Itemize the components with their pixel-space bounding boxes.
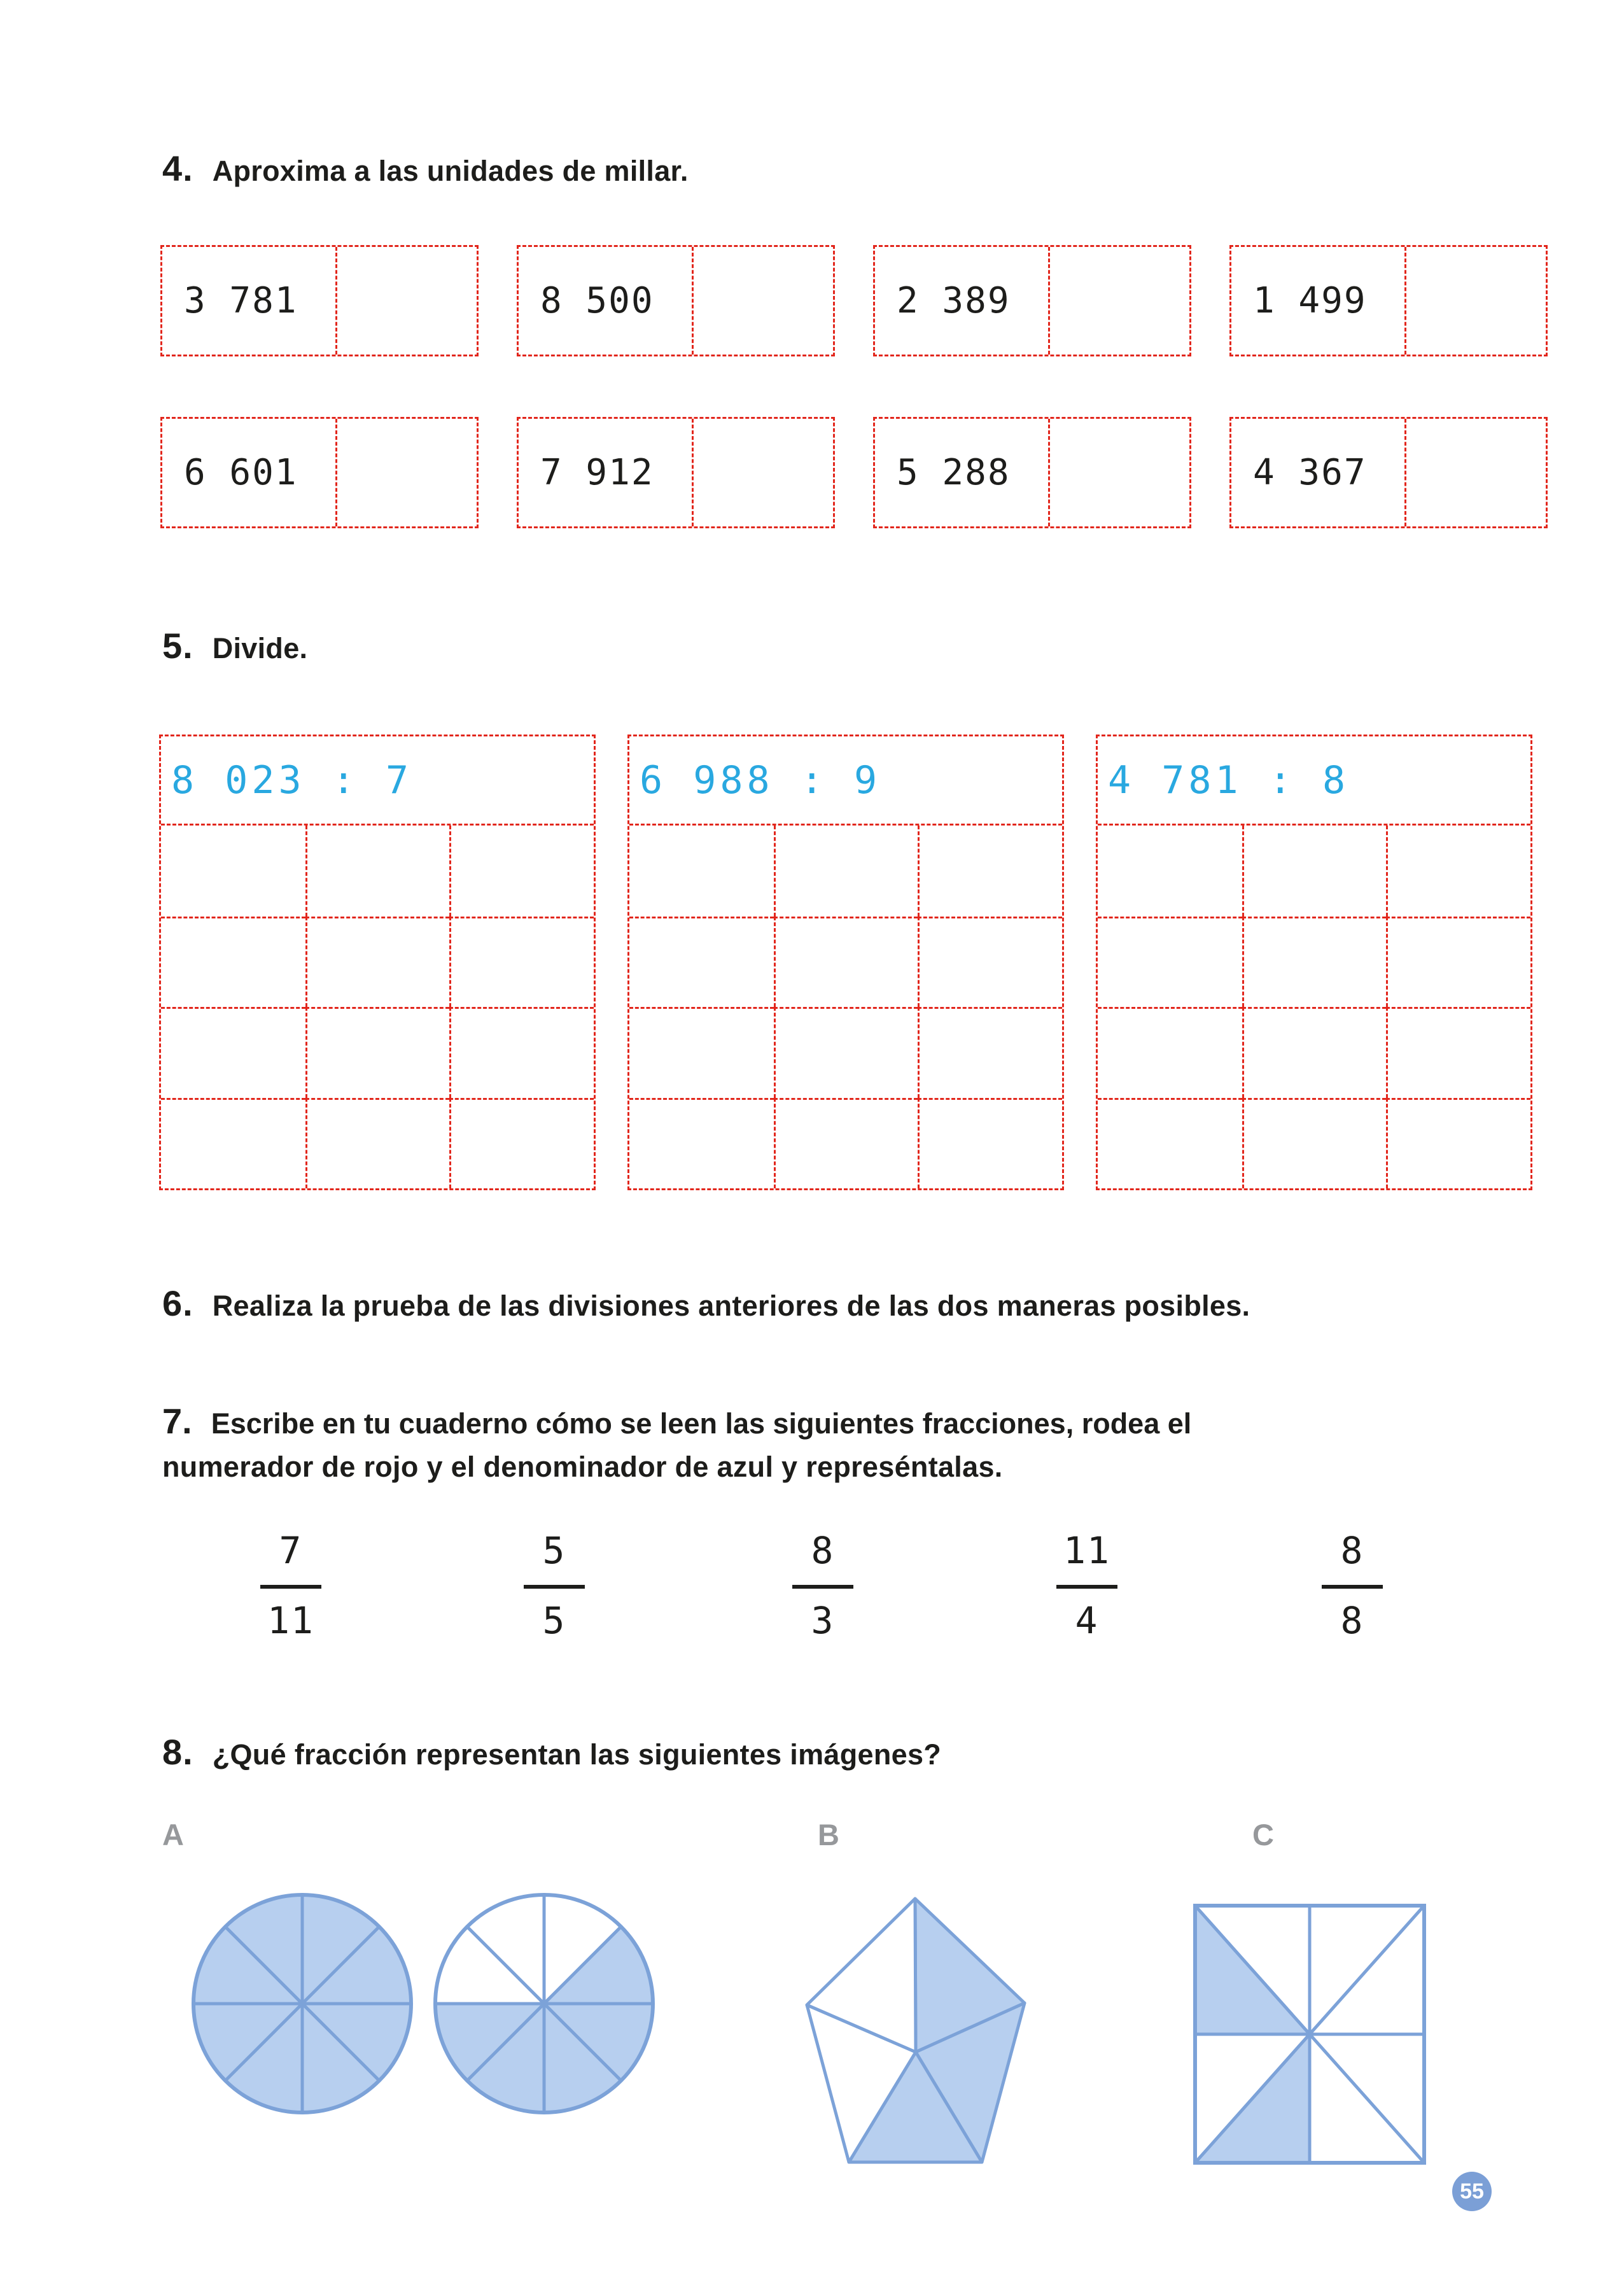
figure-a-circles (188, 1889, 659, 2118)
given-number: 6 601 (184, 452, 298, 493)
division-problem: 8 023 : 7 (161, 736, 594, 826)
fraction-numerator: 8 (811, 1529, 835, 1572)
division-cell[interactable] (1386, 917, 1530, 1008)
division-cell[interactable] (1098, 917, 1242, 1008)
given-number: 5 288 (897, 452, 1011, 493)
division-problem: 6 988 : 9 (629, 736, 1062, 826)
answer-cell[interactable] (1404, 247, 1546, 355)
answer-cell[interactable] (692, 247, 833, 355)
division-cell[interactable] (1242, 1007, 1387, 1098)
division-cell[interactable] (1242, 826, 1387, 917)
division-problem: 4 781 : 8 (1098, 736, 1530, 826)
exercise-8-number: 8. (162, 1732, 193, 1772)
figure-b-pentagon (805, 1897, 1026, 2165)
exercise-5-header (162, 625, 307, 666)
exercise-6-title: Realiza la prueba de las divisiones anteriores de las dos maneras posibles. (212, 1290, 1250, 1322)
division-cell[interactable] (161, 826, 305, 917)
division-cell[interactable] (449, 826, 594, 917)
fraction-numerator: 11 (1063, 1529, 1110, 1572)
fraction-numerator: 7 (279, 1529, 303, 1572)
fraction-bar (524, 1585, 585, 1589)
fraction-denominator: 5 (542, 1599, 566, 1642)
division-cell[interactable] (629, 826, 774, 917)
fraction (246, 1507, 335, 1642)
fraction (510, 1507, 599, 1642)
page-number-badge (1452, 2172, 1492, 2211)
exercise-7-header (162, 1400, 1613, 1484)
division-cell[interactable] (629, 1098, 774, 1189)
answer-cell[interactable] (1048, 419, 1189, 526)
division-cell[interactable] (918, 1098, 1062, 1189)
fraction-numerator: 5 (542, 1529, 566, 1572)
division-cell[interactable] (1098, 1007, 1242, 1098)
division-cell[interactable] (1386, 1007, 1530, 1098)
division-grid (159, 735, 596, 1190)
division-cell[interactable] (161, 917, 305, 1008)
fraction (1308, 1507, 1397, 1642)
division-cell[interactable] (774, 826, 918, 917)
given-number: 4 367 (1253, 452, 1367, 493)
fraction-denominator: 8 (1340, 1599, 1364, 1642)
exercise-4-number: 4. (162, 148, 193, 188)
division-cell[interactable] (449, 1007, 594, 1098)
exercise-7-title-line-1: Escribe en tu cuaderno cómo se leen las siguientes fracciones, rodea el (211, 1407, 1192, 1440)
division-cell[interactable] (1098, 1098, 1242, 1189)
exercise-6-number: 6. (162, 1283, 193, 1323)
division-cell[interactable] (629, 917, 774, 1008)
division-cell[interactable] (918, 826, 1062, 917)
figure-label: B (818, 1818, 839, 1852)
division-cell[interactable] (305, 917, 450, 1008)
exercise-8-header (162, 1731, 941, 1773)
page-number: 55 (1460, 2179, 1484, 2204)
division-cell[interactable] (449, 917, 594, 1008)
figure-c-square (1193, 1903, 1427, 2165)
division-cell[interactable] (305, 1007, 450, 1098)
division-cell[interactable] (161, 1007, 305, 1098)
approximation-box (873, 245, 1191, 356)
division-cell[interactable] (161, 1098, 305, 1189)
division-cell[interactable] (449, 1098, 594, 1189)
fraction-bar (1322, 1585, 1383, 1589)
approximation-box (1229, 417, 1548, 528)
fraction-bar (260, 1585, 321, 1589)
approximation-box (873, 417, 1191, 528)
fraction-numerator: 8 (1340, 1529, 1364, 1572)
exercise-6-header (162, 1283, 1613, 1324)
figure-label: A (162, 1818, 184, 1852)
fraction (1042, 1507, 1131, 1642)
given-number: 3 781 (184, 280, 298, 321)
answer-cell[interactable] (335, 247, 477, 355)
approximation-box (160, 245, 479, 356)
division-cell[interactable] (1098, 826, 1242, 917)
fraction-denominator: 3 (811, 1599, 835, 1642)
division-cell[interactable] (1242, 1098, 1387, 1189)
division-grid (1096, 735, 1532, 1190)
approximation-box (517, 417, 835, 528)
exercise-7-title-line-2: numerador de rojo y el denominador de azul y represéntalas. (162, 1451, 1003, 1483)
division-cell[interactable] (1386, 826, 1530, 917)
approximation-box (517, 245, 835, 356)
given-number: 7 912 (540, 452, 654, 493)
answer-cell[interactable] (1048, 247, 1189, 355)
figure-label: C (1252, 1818, 1274, 1852)
division-work-area (161, 826, 594, 1188)
fraction-bar (1056, 1585, 1117, 1589)
fraction-denominator: 4 (1075, 1599, 1099, 1642)
answer-cell[interactable] (1404, 419, 1546, 526)
approximation-box (1229, 245, 1548, 356)
answer-cell[interactable] (335, 419, 477, 526)
exercise-5-number: 5. (162, 626, 193, 666)
exercise-8-title: ¿Qué fracción representan las siguientes imágenes? (212, 1738, 942, 1771)
division-work-area (1098, 826, 1530, 1188)
fraction (778, 1507, 867, 1642)
division-cell[interactable] (305, 1098, 450, 1189)
exercise-5-title: Divide. (212, 632, 308, 664)
given-number: 8 500 (540, 280, 654, 321)
given-number: 2 389 (897, 280, 1011, 321)
division-cell[interactable] (1242, 917, 1387, 1008)
answer-cell[interactable] (692, 419, 833, 526)
division-cell[interactable] (774, 917, 918, 1008)
division-cell[interactable] (305, 826, 450, 917)
fraction-bar (792, 1585, 853, 1589)
division-grid (627, 735, 1064, 1190)
division-cell[interactable] (774, 1007, 918, 1098)
division-cell[interactable] (629, 1007, 774, 1098)
fraction-denominator: 11 (267, 1599, 314, 1642)
given-number: 1 499 (1253, 280, 1367, 321)
exercise-4-header (162, 148, 689, 189)
division-cell[interactable] (918, 917, 1062, 1008)
approximation-box (160, 417, 479, 528)
division-cell[interactable] (774, 1098, 918, 1189)
division-cell[interactable] (918, 1007, 1062, 1098)
division-work-area (629, 826, 1062, 1188)
exercise-4-title: Aproxima a las unidades de millar. (212, 155, 689, 187)
division-cell[interactable] (1386, 1098, 1530, 1189)
exercise-7-number: 7. (162, 1401, 192, 1441)
